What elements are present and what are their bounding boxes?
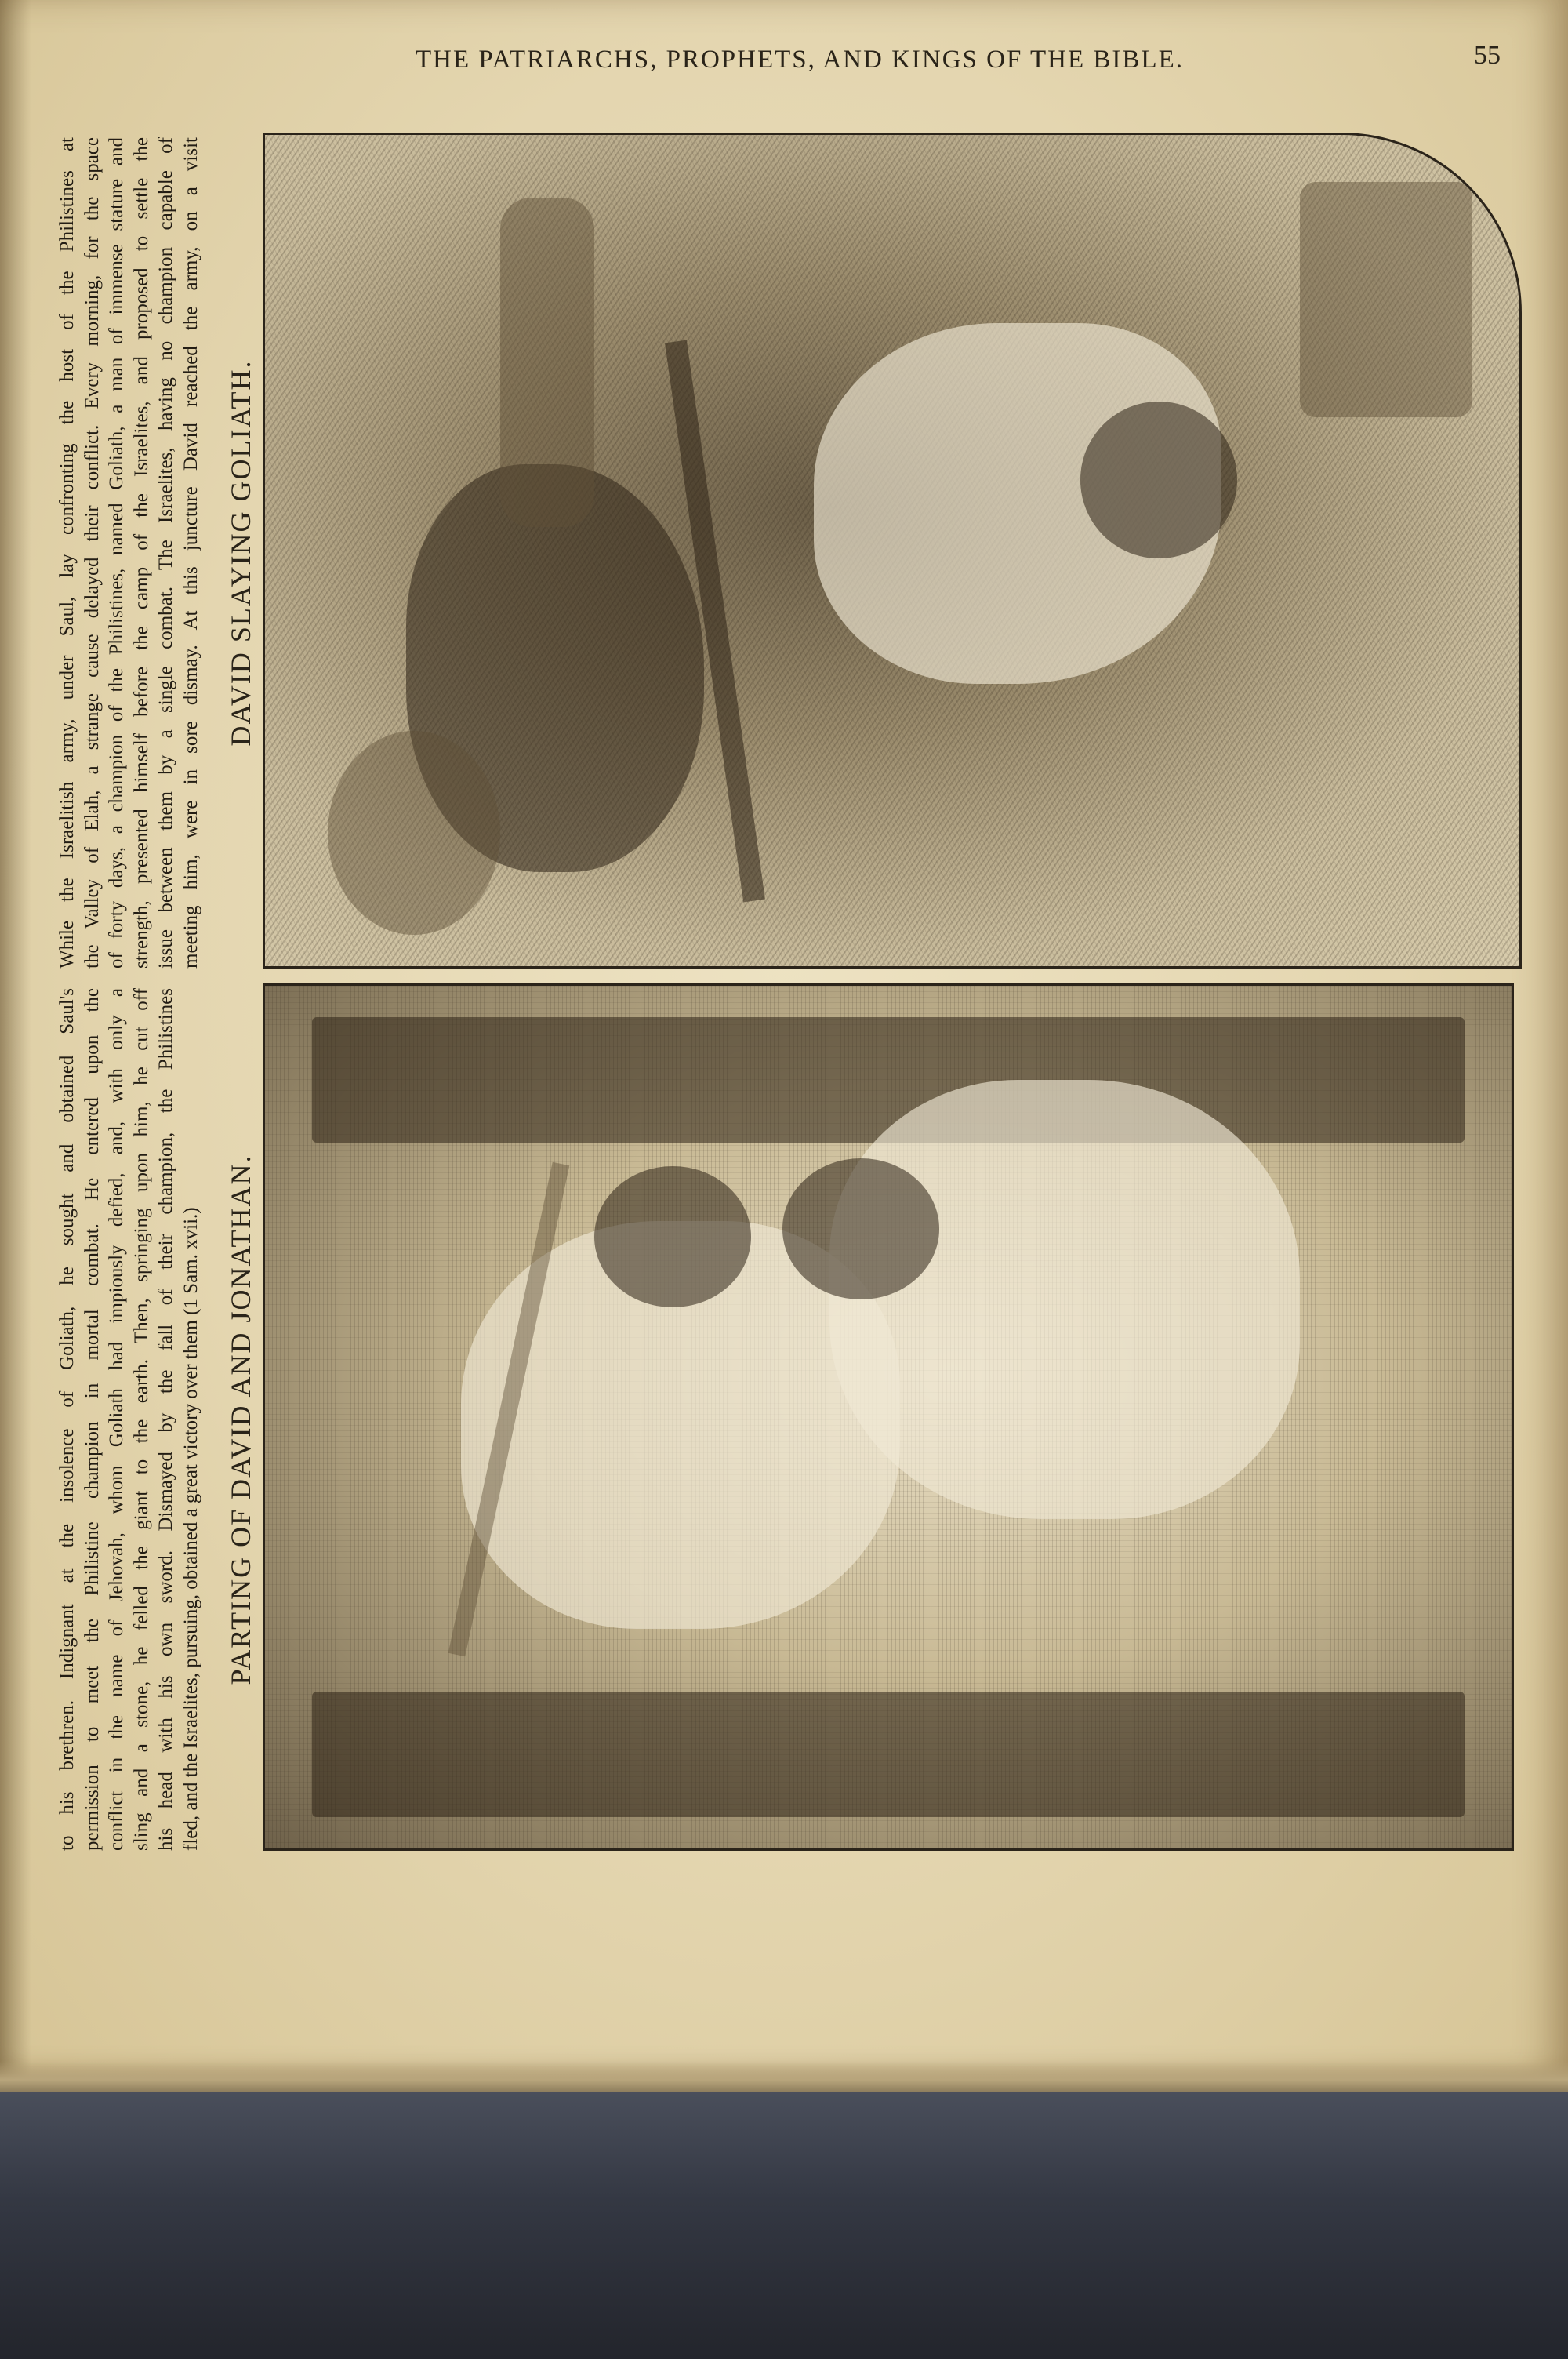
- body-line: of forty days, a champion of the Philistines, named Goliath, a man of immense stature and: [106, 137, 127, 969]
- body-line: sling and a stone, he felled the giant to the earth. Then, springing upon him, he cut off: [130, 988, 152, 1851]
- body-line: While the Israelitish army, under Saul, lay confronting the host of the Philistines at: [56, 137, 78, 969]
- left-column-pillar: [312, 1692, 1465, 1817]
- page-gutter-shadow: [0, 0, 31, 2086]
- right-column-pillar: [312, 1017, 1465, 1143]
- illustration-caption: DAVID SLAYING GOLIATH.: [225, 359, 256, 747]
- illustration-caption: PARTING OF DAVID AND JONATHAN.: [225, 1154, 256, 1685]
- body-line: meeting him, were in sore dismay. At this juncture David reached the army, on a visit: [180, 137, 201, 969]
- body-line: to his brethren. Indignant at the insolence of Goliath, he sought and obtained Saul's: [56, 988, 78, 1851]
- goliath-arm: [500, 198, 594, 527]
- body-line: the Valley of Elah, a strange cause delayed their conflict. Every morning, for the space: [81, 137, 103, 969]
- page-bottom-edge: [0, 2061, 1568, 2092]
- body-line: permission to meet the Philistine champion in mortal combat. He entered upon the: [81, 988, 103, 1851]
- desk-background: [0, 2070, 1568, 2359]
- body-line: his head with his own sword. Dismayed by the fall of their champion, the Philistines: [155, 988, 176, 1851]
- body-line: strength, presented himself before the camp of the Israelites, and proposed to settle the: [130, 137, 152, 969]
- david-head: [1080, 402, 1237, 558]
- engraving-parting-of-david-and-jonathan: [263, 983, 1514, 1851]
- body-line: issue between them by a single combat. The Israelites, having no champion capable of: [155, 137, 176, 969]
- running-header: THE PATRIARCHS, PROPHETS, AND KINGS OF THE BIBLE.: [416, 45, 1184, 74]
- distant-army: [1300, 182, 1472, 417]
- body-text-column-two: [55, 988, 203, 1851]
- rotated-content: [39, 133, 1529, 2047]
- engraving-david-slaying-goliath: [263, 133, 1522, 969]
- david-head: [782, 1158, 939, 1299]
- goliath-head: [328, 731, 500, 935]
- david-figure: [829, 1080, 1300, 1519]
- jonathan-head: [594, 1166, 751, 1307]
- body-text-column-one: [55, 137, 203, 969]
- body-line: fled, and the Israelites, pursuing, obtained a great victory over them (1 Sam. xvii.): [180, 1207, 201, 1851]
- body-line: conflict in the name of Jehovah, whom Goliath had impiously defied, and, with only a: [106, 988, 127, 1851]
- page-number: 55: [1474, 41, 1501, 70]
